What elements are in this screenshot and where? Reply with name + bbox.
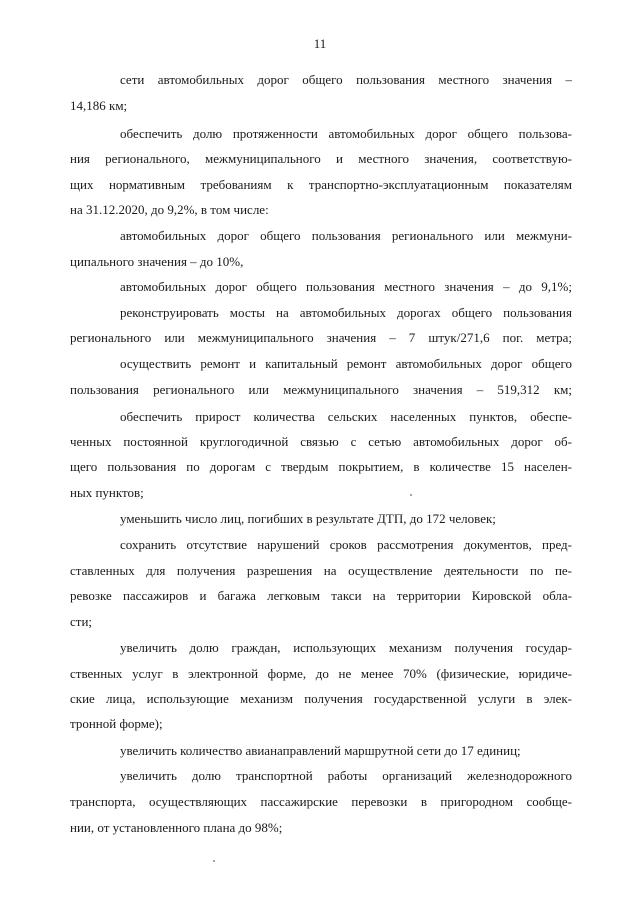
text-line: тронной форме);: [70, 716, 163, 731]
text-line: ных пунктов;: [70, 485, 144, 500]
text-line: пользования регионального или межмуниципального значения – 519,312 км;: [70, 382, 572, 397]
text-line: увеличить долю транспортной работы организаций железнодорожного: [120, 768, 572, 783]
text-line: осуществить ремонт и капитальный ремонт автомобильных дорог общего: [120, 356, 572, 371]
text-line: ципального значения – до 10%,: [70, 254, 244, 269]
text-line: щего пользования по дорогам с твердым покрытием, в количестве 15 населен-: [70, 459, 572, 474]
text-line: автомобильных дорог общего пользования регионального или межмуни-: [120, 228, 572, 243]
text-line: автомобильных дорог общего пользования местного значения – до 9,1%;: [120, 279, 572, 294]
text-line: сети автомобильных дорог общего пользования местного значения –: [120, 72, 572, 87]
text-line: ские лица, использующие механизм получения государственной услуги в элек-: [70, 691, 572, 706]
text-line: увеличить долю граждан, использующих механизм получения государ-: [120, 640, 572, 655]
text-line: уменьшить число лиц, погибших в результате ДТП, до 172 человек;: [120, 511, 496, 526]
page-number: 11: [313, 36, 327, 51]
text-line: увеличить количество авианаправлений маршрутной сети до 17 единиц;: [120, 743, 521, 758]
text-line: ченных постоянной круглогодичной связью с сетью автомобильных дорог об-: [70, 434, 572, 449]
text-line: обеспечить долю протяженности автомобильных дорог общего пользова-: [120, 126, 572, 141]
text-line: ственных услуг в электронной форме, до не менее 70% (физические, юридиче-: [70, 666, 572, 681]
text-line: сти;: [70, 614, 93, 629]
text-line: нии, от установленного плана до 98%;: [70, 820, 283, 835]
scan-speck: [213, 860, 215, 862]
text-line: ния регионального, межмуниципального и местного значения, соответствую-: [70, 151, 572, 166]
text-line: регионального или межмуниципального значения – 7 штук/271,6 пог. метра;: [70, 330, 572, 345]
text-line: транспорта, осуществляющих пассажирские перевозки в пригородном сообще-: [70, 794, 572, 809]
text-line: ревозке пассажиров и багажа легковым такси на территории Кировской обла-: [70, 588, 572, 603]
text-line: щих нормативным требованиям к транспортно-эксплуатационным показателям: [70, 177, 572, 192]
text-line: ставленных для получения разрешения на осуществление деятельности по пе-: [70, 563, 572, 578]
text-line: обеспечить прирост количества сельских населенных пунктов, обеспе-: [120, 409, 572, 424]
text-line: сохранить отсутствие нарушений сроков рассмотрения документов, пред-: [120, 537, 572, 552]
text-line: на 31.12.2020, до 9,2%, в том числе:: [70, 202, 269, 217]
scan-speck: [410, 494, 412, 496]
text-line: 14,186 км;: [70, 98, 128, 113]
text-line: реконструировать мосты на автомобильных дорогах общего пользования: [120, 305, 572, 320]
